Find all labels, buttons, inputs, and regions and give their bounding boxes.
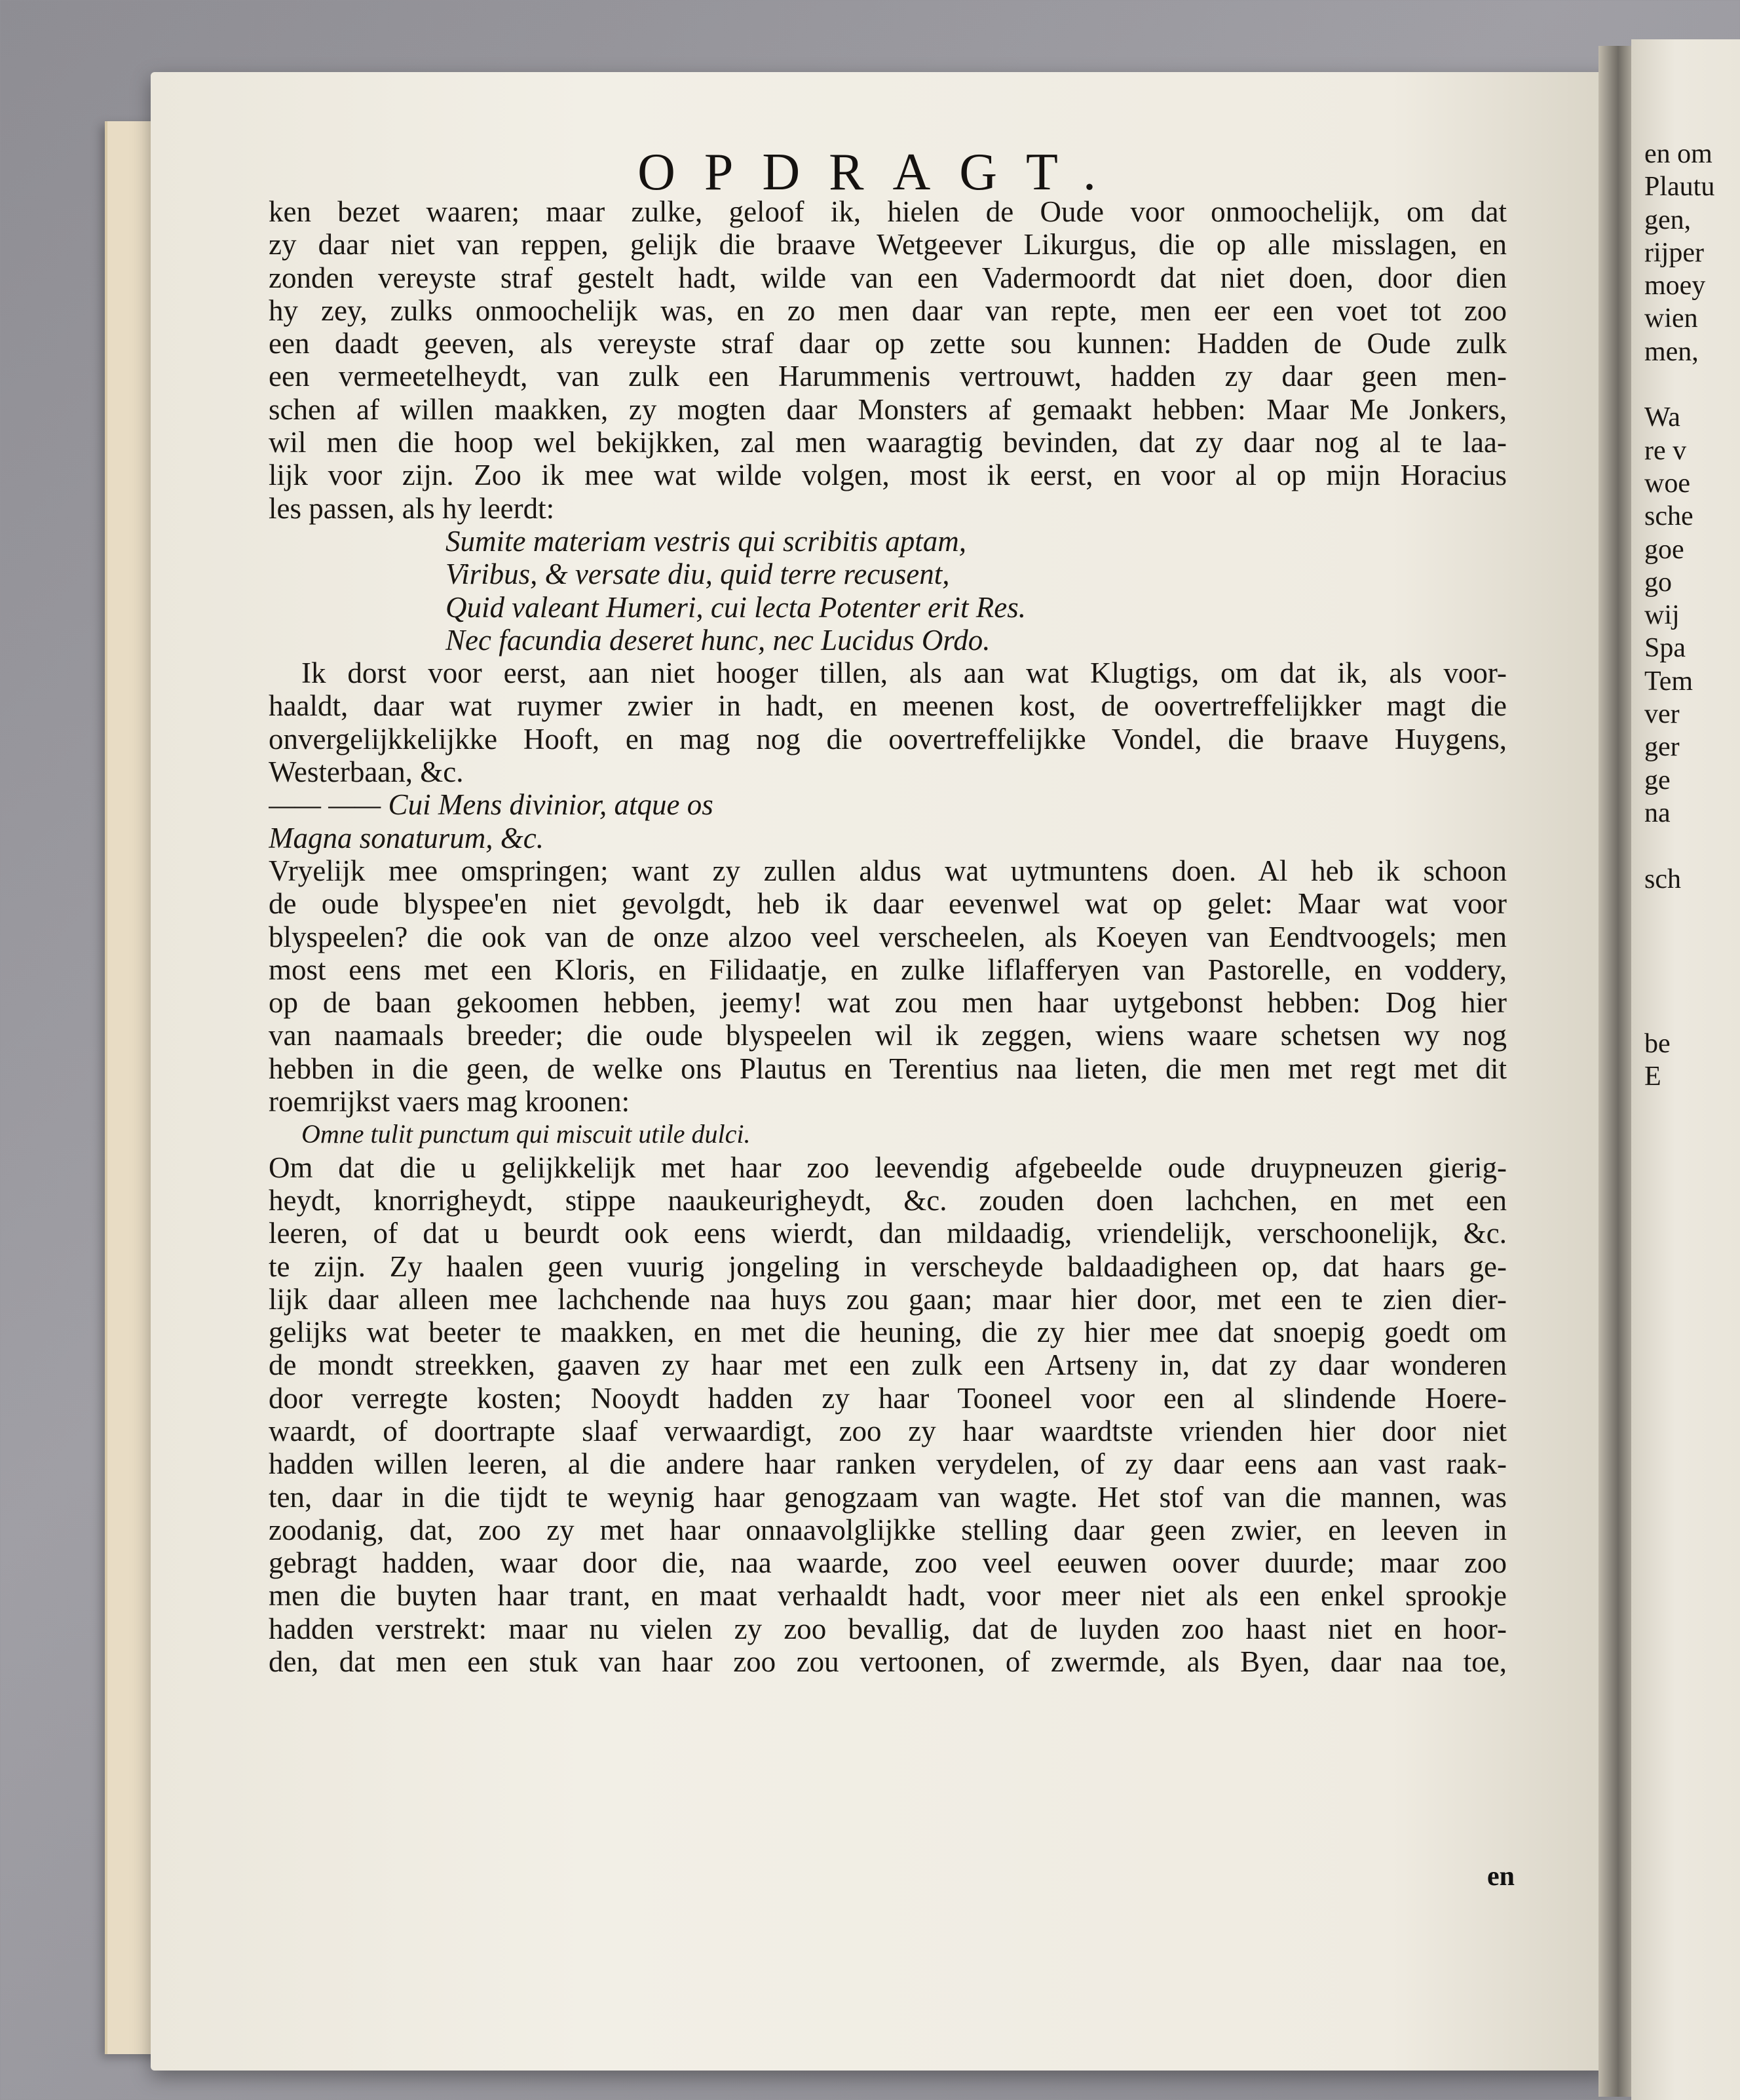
text-line: hy zey, zulks onmoochelijk was, en zo men daar van repte, men eer een voet tot zoo [269,294,1507,327]
right-page-line: ge [1644,765,1671,795]
text-line: een daadt geeven, als vereyste straf daar op zette sou kunnen: Hadden de Oude zulk [269,327,1507,360]
right-page-line: be [1644,1029,1671,1060]
right-page-line [1644,368,1740,401]
text-line: Omne tulit punctum qui miscuit utile dulci. [301,1119,751,1149]
text-line: Sumite materiam vestris qui scribitis aptam, [445,524,966,558]
text-line: ten, daar in die tijdt te weynig haar genogzaam van wagte. Het stof van die mannen, was [269,1480,1507,1514]
text-line: de oude blyspee'en niet gevolgdt, heb ik daar eevenwel wat op gelet: Maar wat voor [269,887,1507,921]
catchword: en [1487,1861,1515,1892]
text-line: men die buyten haar trant, en maat verhaaldt hadt, voor meer niet als een enkel sprookje [269,1579,1507,1613]
text-line: leeren, of dat u beurdt ook eens wierdt, dan mildaadig, vriendelijk, verschoonelijk, &c. [269,1217,1507,1250]
text-line: een vermeetelheydt, van zulk een Harummenis vertrouwt, hadden zy daar geen men- [269,360,1507,393]
text-line: den, dat men een stuk van haar zoo zou vertoonen, of zwermde, als Byen, daar naa toe, [269,1645,1507,1679]
text-line: ken bezet waaren; maar zulke, geloof ik, hielen de Oude voor onmoochelijk, om dat [269,195,1507,228]
right-page-line: Tem [1644,666,1693,697]
right-page-line: go [1644,567,1672,598]
right-page-line: wien [1644,303,1698,334]
text-line: les passen, als hy leerdt: [269,491,555,525]
text-line: Westerbaan, &c. [269,755,464,789]
text-line: Vryelijk mee omspringen; want zy zullen aldus wat uytmuntens doen. Al heb ik schoon [269,854,1507,887]
text-line: Ik dorst voor eerst, aan niet hooger tillen, als aan wat Klugtigs, om dat ik, als voor- [301,657,1507,690]
right-page-line: Plautu [1644,172,1715,202]
text-line: onvergelijkkelijkke Hooft, en mag nog die oovertreffelijkke Vondel, die braave Huygens, [269,722,1507,755]
right-page-line: ver [1644,699,1680,730]
right-page-fragments [1644,138,1740,1094]
text-line: most eens met een Kloris, en Filidaatje, en zulke liflafferyen van Pastorelle, en voddery, [269,953,1507,986]
right-page-line [1644,830,1740,862]
text-line: gebragt hadden, waar door die, naa waarde, zoo veel eeuwen oover duurde; maar zoo [269,1546,1507,1580]
right-page-line: E [1644,1061,1661,1092]
right-page-line: Spa [1644,633,1686,664]
text-line: zy daar niet van reppen, gelijk die braave Wetgeever Likurgus, die op alle misslagen, en [269,228,1507,261]
text-line: de mondt streekken, gaaven zy haar met een zulk een Artseny in, dat zy daar wonderen [269,1348,1507,1382]
text-line: heydt, knorrigheydt, stippe naaukeurigheydt, &c. zouden doen lachchen, en met een [269,1183,1507,1217]
text-line: waardt, of doortrapte slaaf verwaardigt, zoo zy haar waardtste vrienden hier door niet [269,1414,1507,1447]
right-page-line: men, [1644,336,1699,367]
right-page-line: moey [1644,271,1706,301]
text-line: Viribus, & versate diu, quid terre recusent, [445,558,950,591]
right-page-line: sche [1644,501,1693,532]
right-page-line [1644,995,1740,1027]
text-line: Om dat die u gelijkkelijk met haar zoo leevendig afgebeelde oude druypneuzen gierig- [269,1151,1507,1184]
right-page-line: ger [1644,732,1680,763]
right-page-line: rijper [1644,237,1704,268]
text-line: lijk daar alleen mee lachchende naa huys zou gaan; maar hier door, met een te zien dier- [269,1282,1507,1316]
text-line: te zijn. Zy haalen geen vuurig jongeling in verscheyde baldaadigheen op, dat haars ge- [269,1250,1507,1283]
right-page-line: goe [1644,534,1684,565]
text-line: roemrijkst vaers mag kroonen: [269,1085,630,1118]
text-line: door verregte kosten; Nooydt hadden zy haar Tooneel voor een al slindende Hoere- [269,1381,1507,1415]
text-line: Magna sonaturum, &c. [269,821,544,854]
right-page-line: na [1644,797,1671,828]
right-page-line: re v [1644,435,1687,466]
right-page-line: wij [1644,600,1680,631]
text-line: van naamaals breeder; die oude blyspeelen wil ik zeggen, wiens waare schetsen wy nog [269,1019,1507,1052]
text-line: hadden willen leeren, al die andere haar ranken verydelen, of zy daar eens aan vast raak- [269,1447,1507,1481]
text-line: wil men die hoop wel bekijkken, zal men waaragtig bevinden, dat zy daar nog al te laa- [269,426,1507,459]
page-body [269,195,1507,1678]
text-line: haaldt, daar wat ruymer zwier in hadt, en meenen kost, de oovertreffelijkker magt die [269,689,1507,723]
right-page-line: gen, [1644,204,1692,235]
text-line: —— —— Cui Mens divinior, atque os [269,788,713,822]
text-line: zonden vereyste straf gestelt hadt, wilde van een Vadermoordt dat niet doen, door dien [269,261,1507,294]
text-line: hebben in die geen, de welke ons Plautus en Terentius naa lieten, die men met regt met dit [269,1052,1507,1085]
text-line: schen af willen maakken, zy mogten daar Monsters af gemaakt hebben: Maar Me Jonkers, [269,392,1507,426]
text-line: lijk voor zijn. Zoo ik mee wat wilde volgen, most ik eerst, en voor al op mijn Horacius [269,459,1507,492]
text-line: zoodanig, dat, zoo zy met haar onnaavolglijkke stelling daar geen zwier, en leeven in [269,1513,1507,1546]
right-page-line: en om [1644,139,1712,169]
text-line: blyspeelen? die ook van de onze alzoo veel verscheelen, als Koeyen van Eendtvoogels; men [269,920,1507,953]
text-line: Quid valeant Humeri, cui lecta Potenter erit Res. [445,590,1027,624]
right-page-line [1644,928,1740,961]
text-line: hadden verstrekt: maar nu vielen zy zoo bevallig, dat de luyden zoo haast niet en hoor- [269,1612,1507,1645]
right-page-line [1644,961,1740,994]
text-line: Nec facundia deseret hunc, nec Lucidus Ordo. [445,623,991,657]
running-head: OPDRAGT. [637,143,1125,201]
right-page-line: woe [1644,468,1690,499]
text-line: op de baan gekoomen hebben, jeemy! wat zou men haar uytgebonst hebben: Dog hier [269,986,1507,1020]
right-page-line [1644,896,1740,928]
right-page-line: Wa [1644,402,1680,433]
right-page-line: sch [1644,864,1681,894]
text-line: gelijks wat beeter te maakken, en met die heuning, die zy hier mee dat snoepig goedt om [269,1316,1507,1349]
